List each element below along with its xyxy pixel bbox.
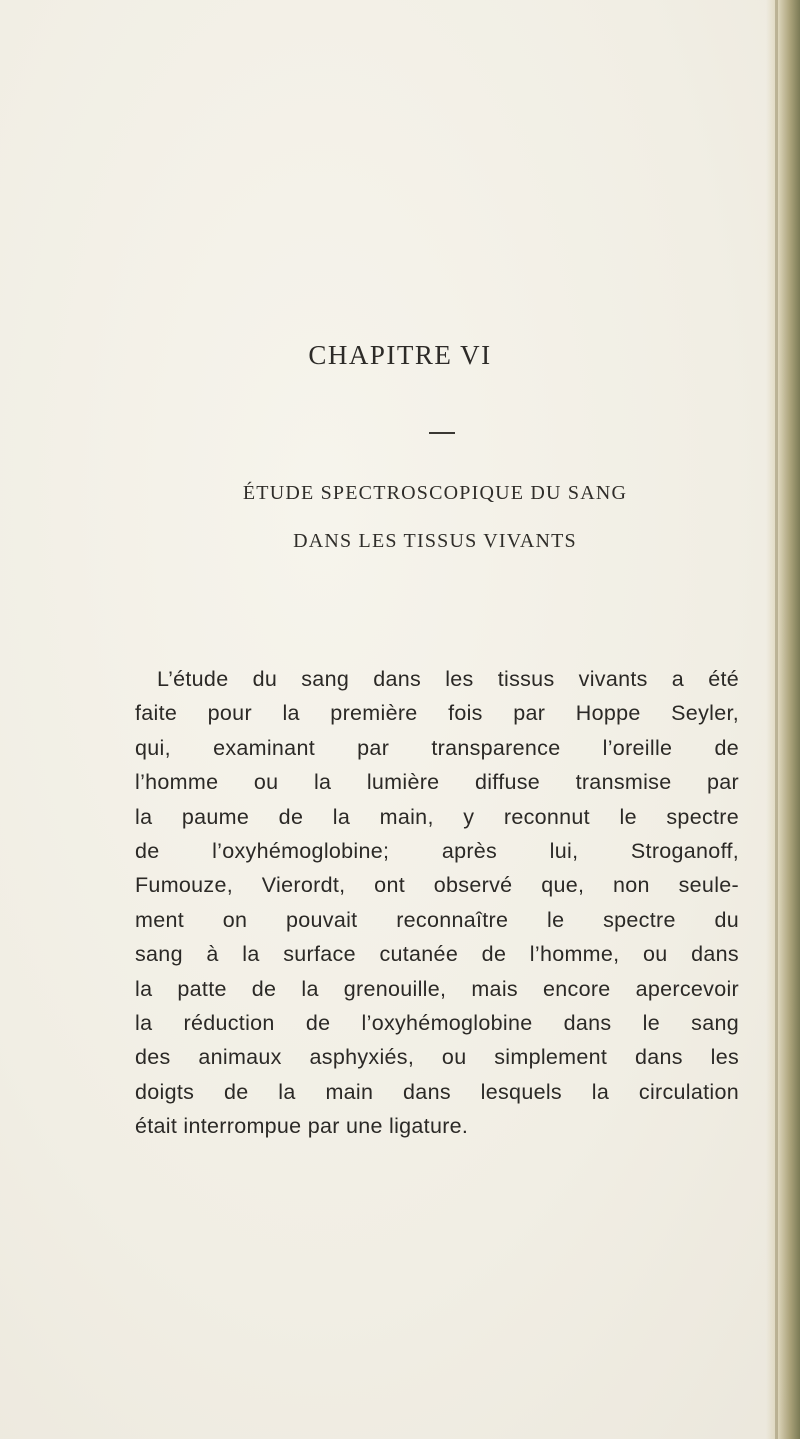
page-edge-shadow <box>766 0 800 1439</box>
paragraph-line: la paume de la main, y reconnut le spectre <box>135 804 739 829</box>
paragraph-line: la réduction de l’oxyhémoglobine dans le sang <box>135 1010 739 1035</box>
chapter-separator <box>429 432 455 434</box>
paragraph-line: était interrompue par une ligature. <box>135 1114 469 1139</box>
paragraph-line: Fumouze, Vierordt, ont observé que, non seule- <box>135 873 739 898</box>
section-title-line-2: DANS LES TISSUS VIVANTS <box>293 530 577 552</box>
paragraph-line: des animaux asphyxiés, ou simplement dans les <box>135 1045 739 1070</box>
paragraph-line: L’étude du sang dans les tissus vivants a été <box>157 667 739 691</box>
paragraph-line: l’homme ou la lumière diffuse transmise par <box>135 770 739 795</box>
section-title-line-1: ÉTUDE SPECTROSCOPIQUE DU SANG <box>242 482 628 504</box>
body-paragraph <box>135 662 739 1143</box>
paragraph-line: sang à la surface cutanée de l’homme, ou dans <box>135 942 739 967</box>
page-edge-line <box>775 0 778 1439</box>
paragraph-line: de l’oxyhémoglobine; après lui, Stroganoff, <box>135 838 739 863</box>
paragraph-line: doigts de la main dans lesquels la circulation <box>135 1079 739 1104</box>
paragraph-line: ment on pouvait reconnaître le spectre du <box>135 907 739 932</box>
chapter-heading: CHAPITRE VI <box>308 340 492 370</box>
paragraph-line: faite pour la première fois par Hoppe Seyler, <box>135 701 739 726</box>
paragraph-line: la patte de la grenouille, mais encore apercevoir <box>135 976 739 1001</box>
paragraph-line: qui, examinant par transparence l’oreille de <box>135 735 739 760</box>
